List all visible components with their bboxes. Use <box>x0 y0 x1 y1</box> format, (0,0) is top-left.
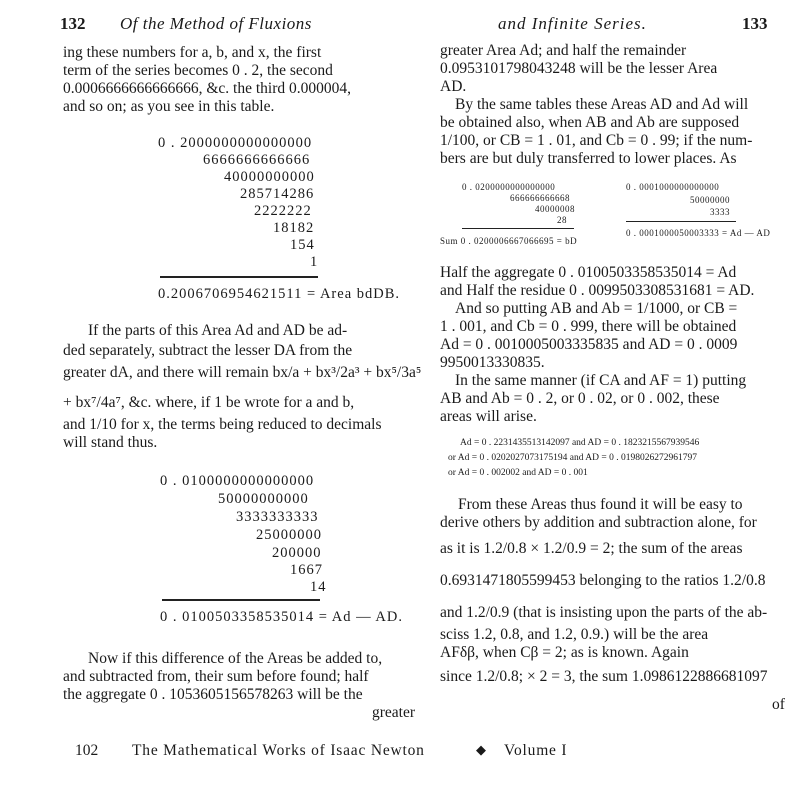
table-row: 154 <box>290 237 315 253</box>
footer-book-title: The Mathematical Works of Isaac Newton <box>132 742 425 759</box>
table-row: Ad = 0 . 2231435513142097 and AD = 0 . 1823215567939546 <box>460 438 700 448</box>
table-row: 40000000000 <box>224 169 315 185</box>
table-row: 25000000 <box>256 527 322 543</box>
text-line: bers are but duly transferred to lower places. As <box>440 150 737 167</box>
table-row: 28 <box>557 215 567 225</box>
table-row: 200000 <box>272 545 322 561</box>
text-line: 1/100, or CB = 1 . 01, and Cb = 0 . 99; if the num- <box>440 132 753 149</box>
text-line: Now if this difference of the Areas be added to, <box>88 650 383 667</box>
text-line: + bx⁷/4a⁷, &c. where, if 1 be wrote for a and b, <box>63 394 355 411</box>
left-page-number: 132 <box>60 14 86 33</box>
text-line: and subtracted from, their sum before found; half <box>63 668 369 685</box>
table-row: 0 . 2000000000000000 <box>158 135 313 151</box>
catchword: greater <box>372 704 416 721</box>
text-line: AD. <box>440 78 467 95</box>
text-line: greater Area Ad; and half the remainder <box>440 42 687 59</box>
left-running-title: Of the Method of Fluxions <box>120 14 312 33</box>
sum-rule <box>160 276 318 278</box>
table-row: 50000000000 <box>218 491 309 507</box>
text-line: derive others by addition and subtraction alone, for <box>440 514 757 531</box>
text-line: If the parts of this Area Ad and AD be ad- <box>88 322 348 339</box>
table-row: or Ad = 0 . 0202027073175194 and AD = 0 . 0198026272961797 <box>448 453 698 463</box>
footer-separator: ◆ <box>476 742 486 757</box>
sum-rule <box>162 599 320 601</box>
footer-volume: Volume I <box>504 742 568 759</box>
table-result: 0 . 0100503358535014 = Ad — AD. <box>160 609 403 625</box>
table-row: 2222222 <box>254 203 312 219</box>
table-row: 6666666666666 <box>203 152 311 168</box>
table-row: 40000008 <box>535 204 575 214</box>
text-line: From these Areas thus found it will be easy to <box>458 496 743 513</box>
footer-page-number: 102 <box>75 742 99 759</box>
table-row: 0 . 0200000000000000 <box>462 182 556 192</box>
text-line: AB and Ab = 0 . 2, or 0 . 02, or 0 . 002, these <box>440 390 720 407</box>
text-line: and so on; as you see in this table. <box>63 98 275 115</box>
text-line: 1 . 001, and Cb = 0 . 999, there will be obtained <box>440 318 737 335</box>
text-line: ded separately, subtract the lesser DA from the <box>63 342 353 359</box>
table-row: 18182 <box>273 220 315 236</box>
table-sum: 0 . 0001000050003333 = Ad — AD <box>626 228 771 238</box>
right-page-number: 133 <box>742 14 768 33</box>
text-line: Half the aggregate 0 . 0100503358535014 = Ad <box>440 264 737 281</box>
table-row: 666666666668 <box>510 193 570 203</box>
text-line: And so putting AB and Ab = 1/1000, or CB = <box>455 300 738 317</box>
text-line: ing these numbers for a, b, and x, the first <box>63 44 322 61</box>
text-line: In the same manner (if CA and AF = 1) putting <box>455 372 747 389</box>
table-row: or Ad = 0 . 002002 and AD = 0 . 001 <box>448 468 588 478</box>
text-line: Ad = 0 . 0010005003335835 and AD = 0 . 0009 <box>440 336 738 353</box>
table-row: 3333 <box>710 207 730 217</box>
table-row: 14 <box>310 579 327 595</box>
text-line: will stand thus. <box>63 434 158 451</box>
text-line: and 1.2/0.9 (that is insisting upon the parts of the ab- <box>440 604 768 621</box>
table-result: 0.2006706954621511 = Area bdDB. <box>158 286 401 302</box>
table-row: 1 <box>310 254 319 270</box>
text-line: term of the series becomes 0 . 2, the second <box>63 62 333 79</box>
text-line: and 1/10 for x, the terms being reduced to decimals <box>63 416 382 433</box>
table-row: 0 . 0001000000000000 <box>626 182 720 192</box>
text-line: be obtained also, when AB and Ab are supposed <box>440 114 740 131</box>
sum-rule <box>462 228 574 229</box>
text-line: 0.6931471805599453 belonging to the ratios 1.2/0.8 <box>440 572 766 589</box>
text-line: areas will arise. <box>440 408 537 425</box>
text-line: 9950013330835. <box>440 354 545 371</box>
text-line: By the same tables these Areas AD and Ad will <box>455 96 749 113</box>
text-line: as it is 1.2/0.8 × 1.2/0.9 = 2; the sum of the areas <box>440 540 743 557</box>
sum-rule <box>626 221 736 222</box>
table-row: 1667 <box>290 562 323 578</box>
table-row: 3333333333 <box>236 509 319 525</box>
text-line: the aggregate 0 . 1053605156578263 will be the <box>63 686 363 703</box>
text-line: 0.0006666666666666, &c. the third 0.000004, <box>63 80 352 97</box>
text-line: since 1.2/0.8; × 2 = 3, the sum 1.0986122886681097 <box>440 668 768 685</box>
table-row: 285714286 <box>240 186 315 202</box>
table-sum: Sum 0 . 0200006667066695 = bD <box>440 236 578 246</box>
table-row: 50000000 <box>690 195 730 205</box>
catchword: of <box>772 696 785 713</box>
text-line: AFδβ, when Cβ = 2; as is known. Again <box>440 644 689 661</box>
text-line: greater dA, and there will remain bx/a + bx³/2a³ + bx⁵/3a⁵ <box>63 364 422 381</box>
right-running-title: and Infinite Series. <box>498 14 647 33</box>
table-row: 0 . 0100000000000000 <box>160 473 315 489</box>
text-line: and Half the residue 0 . 0099503308531681 = AD. <box>440 282 755 299</box>
text-line: 0.0953101798043248 will be the lesser Area <box>440 60 718 77</box>
text-line: sciss 1.2, 0.8, and 1.2, 0.9.) will be the area <box>440 626 709 643</box>
